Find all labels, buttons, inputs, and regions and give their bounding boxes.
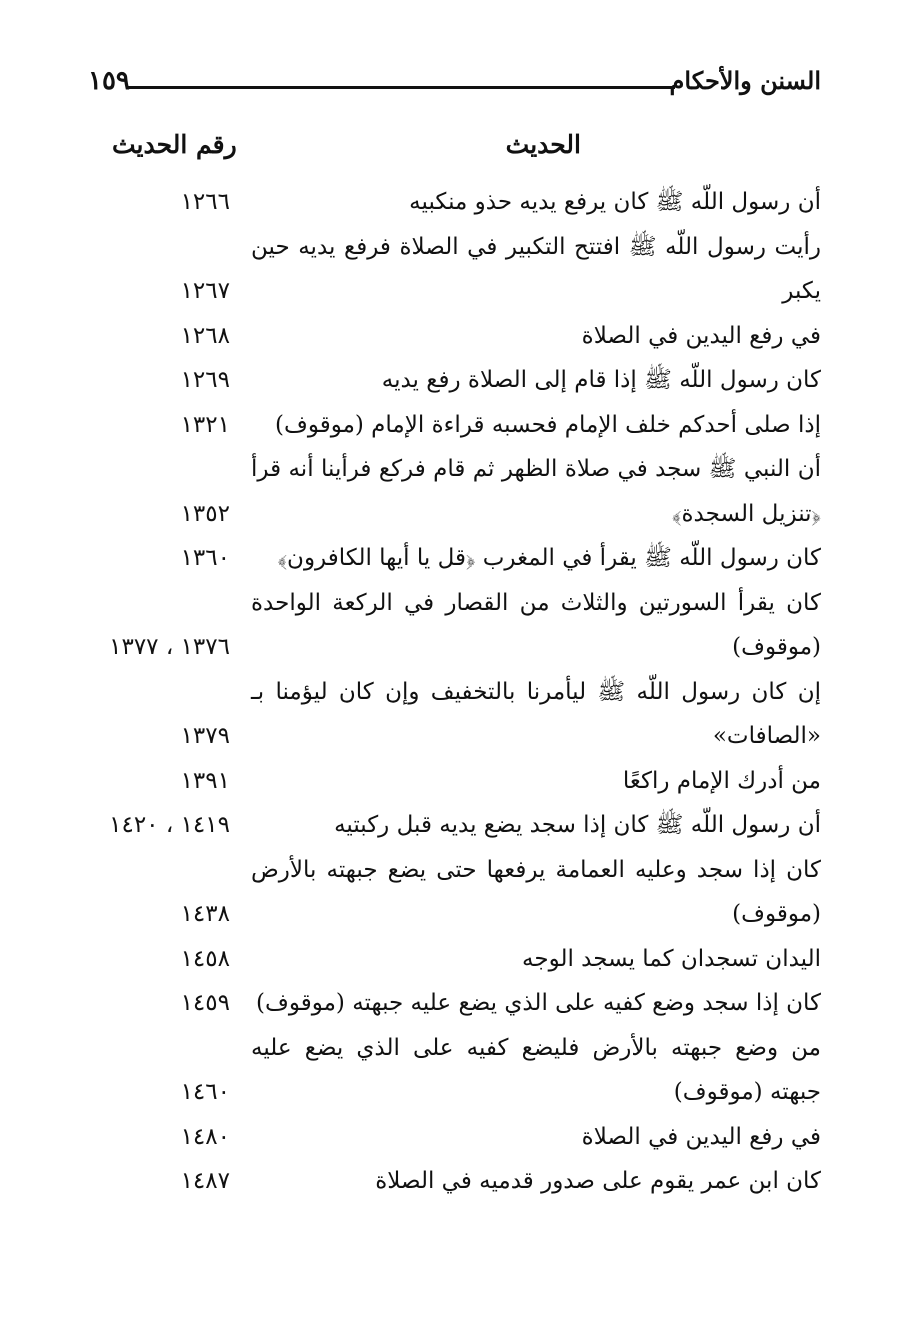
hadith-number: ١٣٩١	[180, 767, 230, 794]
hadith-entry	[90, 981, 821, 1026]
header-rule	[128, 86, 675, 89]
hadith-entry	[90, 225, 821, 314]
hadith-text: كان ابن عمر يقوم على صدور قدميه في الصلاة	[375, 1168, 821, 1194]
running-title: السنن والأحكام	[669, 66, 821, 95]
hadith-text: رأيت رسول اللّه ﷺ افتتح التكبير في الصلاة فرفع يديه حين يكبر	[251, 233, 821, 304]
hadith-number: ١٤٥٨	[180, 945, 230, 972]
hadith-entry	[90, 536, 821, 581]
hadith-text: أن رسول اللّه ﷺ كان إذا سجد يضع يديه قبل ركبتيه	[334, 812, 821, 838]
hadith-entry	[90, 447, 821, 536]
hadith-text: كان إذا سجد وعليه العمامة يرفعها حتى يضع جبهته بالأرض (موقوف)	[251, 856, 821, 927]
hadith-text: كان إذا سجد وضع كفيه على الذي يضع عليه جبهته (موقوف)	[256, 990, 821, 1016]
hadith-number: ١٤٨٧	[180, 1168, 230, 1194]
hadith-text: في رفع اليدين في الصلاة	[581, 322, 821, 349]
hadith-number: ١٣٦٠	[180, 545, 230, 571]
hadith-index-list	[90, 180, 821, 1204]
hadith-text: كان يقرأ السورتين والثلاث من القصار في الركعة الواحدة (موقوف)	[251, 589, 821, 660]
hadith-number: ١٢٦٧	[180, 278, 230, 304]
hadith-entry	[90, 848, 821, 937]
hadith-number: ١٣٧٩	[180, 723, 230, 749]
hadith-text: في رفع اليدين في الصلاة	[581, 1123, 821, 1150]
hadith-text: من أدرك الإمام راكعًا	[622, 767, 821, 794]
hadith-entry	[90, 1026, 821, 1115]
number-column-heading: رقم الحديث	[112, 130, 237, 159]
hadith-number: ١٤٥٩	[180, 990, 230, 1016]
hadith-text: اليدان تسجدان كما يسجد الوجه	[522, 945, 821, 972]
hadith-number: ١٢٦٨	[180, 322, 230, 349]
hadith-number: ١٢٦٩	[180, 367, 230, 393]
hadith-entry	[90, 403, 821, 448]
hadith-text: أن النبي ﷺ سجد في صلاة الظهر ثم قام فركع فرأينا أنه قرأ ﴿تنزيل السجدة﴾	[251, 456, 821, 527]
hadith-text: إذا صلى أحدكم خلف الإمام فحسبه قراءة الإمام (موقوف)	[275, 411, 821, 438]
hadith-text: من وضع جبهته بالأرض فليضع كفيه على الذي يضع عليه جبهته (موقوف)	[251, 1034, 821, 1105]
hadith-number: ١٤١٩ ، ١٤٢٠	[109, 812, 230, 838]
hadith-entry	[90, 1159, 821, 1204]
hadith-entry	[90, 803, 821, 848]
hadith-number: ١٣٢١	[180, 411, 230, 438]
hadith-number: ١٢٦٦	[180, 189, 230, 215]
hadith-entry	[90, 1115, 821, 1160]
page-header	[88, 62, 821, 106]
hadith-number: ١٤٦٠	[180, 1079, 230, 1105]
hadith-text: إن كان رسول اللّه ﷺ ليأمرنا بالتخفيف وإن كان ليؤمنا بـ «الصافات»	[251, 678, 821, 749]
hadith-entry	[90, 670, 821, 759]
hadith-entry	[90, 759, 821, 804]
hadith-number: ١٣٥٢	[180, 500, 230, 527]
hadith-number: ١٣٧٦ ، ١٣٧٧	[109, 634, 230, 660]
hadith-entry	[90, 314, 821, 359]
page-number: ١٥٩	[88, 66, 130, 96]
hadith-column-heading: الحديث	[505, 130, 581, 159]
hadith-entry	[90, 358, 821, 403]
hadith-text: كان رسول اللّه ﷺ إذا قام إلى الصلاة رفع يديه	[381, 367, 821, 393]
hadith-number: ١٤٨٠	[180, 1123, 230, 1150]
hadith-number: ١٤٣٨	[180, 901, 230, 927]
hadith-entry	[90, 180, 821, 225]
hadith-text: كان رسول اللّه ﷺ يقرأ في المغرب ﴿قل يا أيها الكافرون﴾	[277, 545, 821, 571]
hadith-text: أن رسول اللّه ﷺ كان يرفع يديه حذو منكبيه	[409, 189, 821, 215]
hadith-entry	[90, 581, 821, 670]
hadith-entry	[90, 937, 821, 982]
